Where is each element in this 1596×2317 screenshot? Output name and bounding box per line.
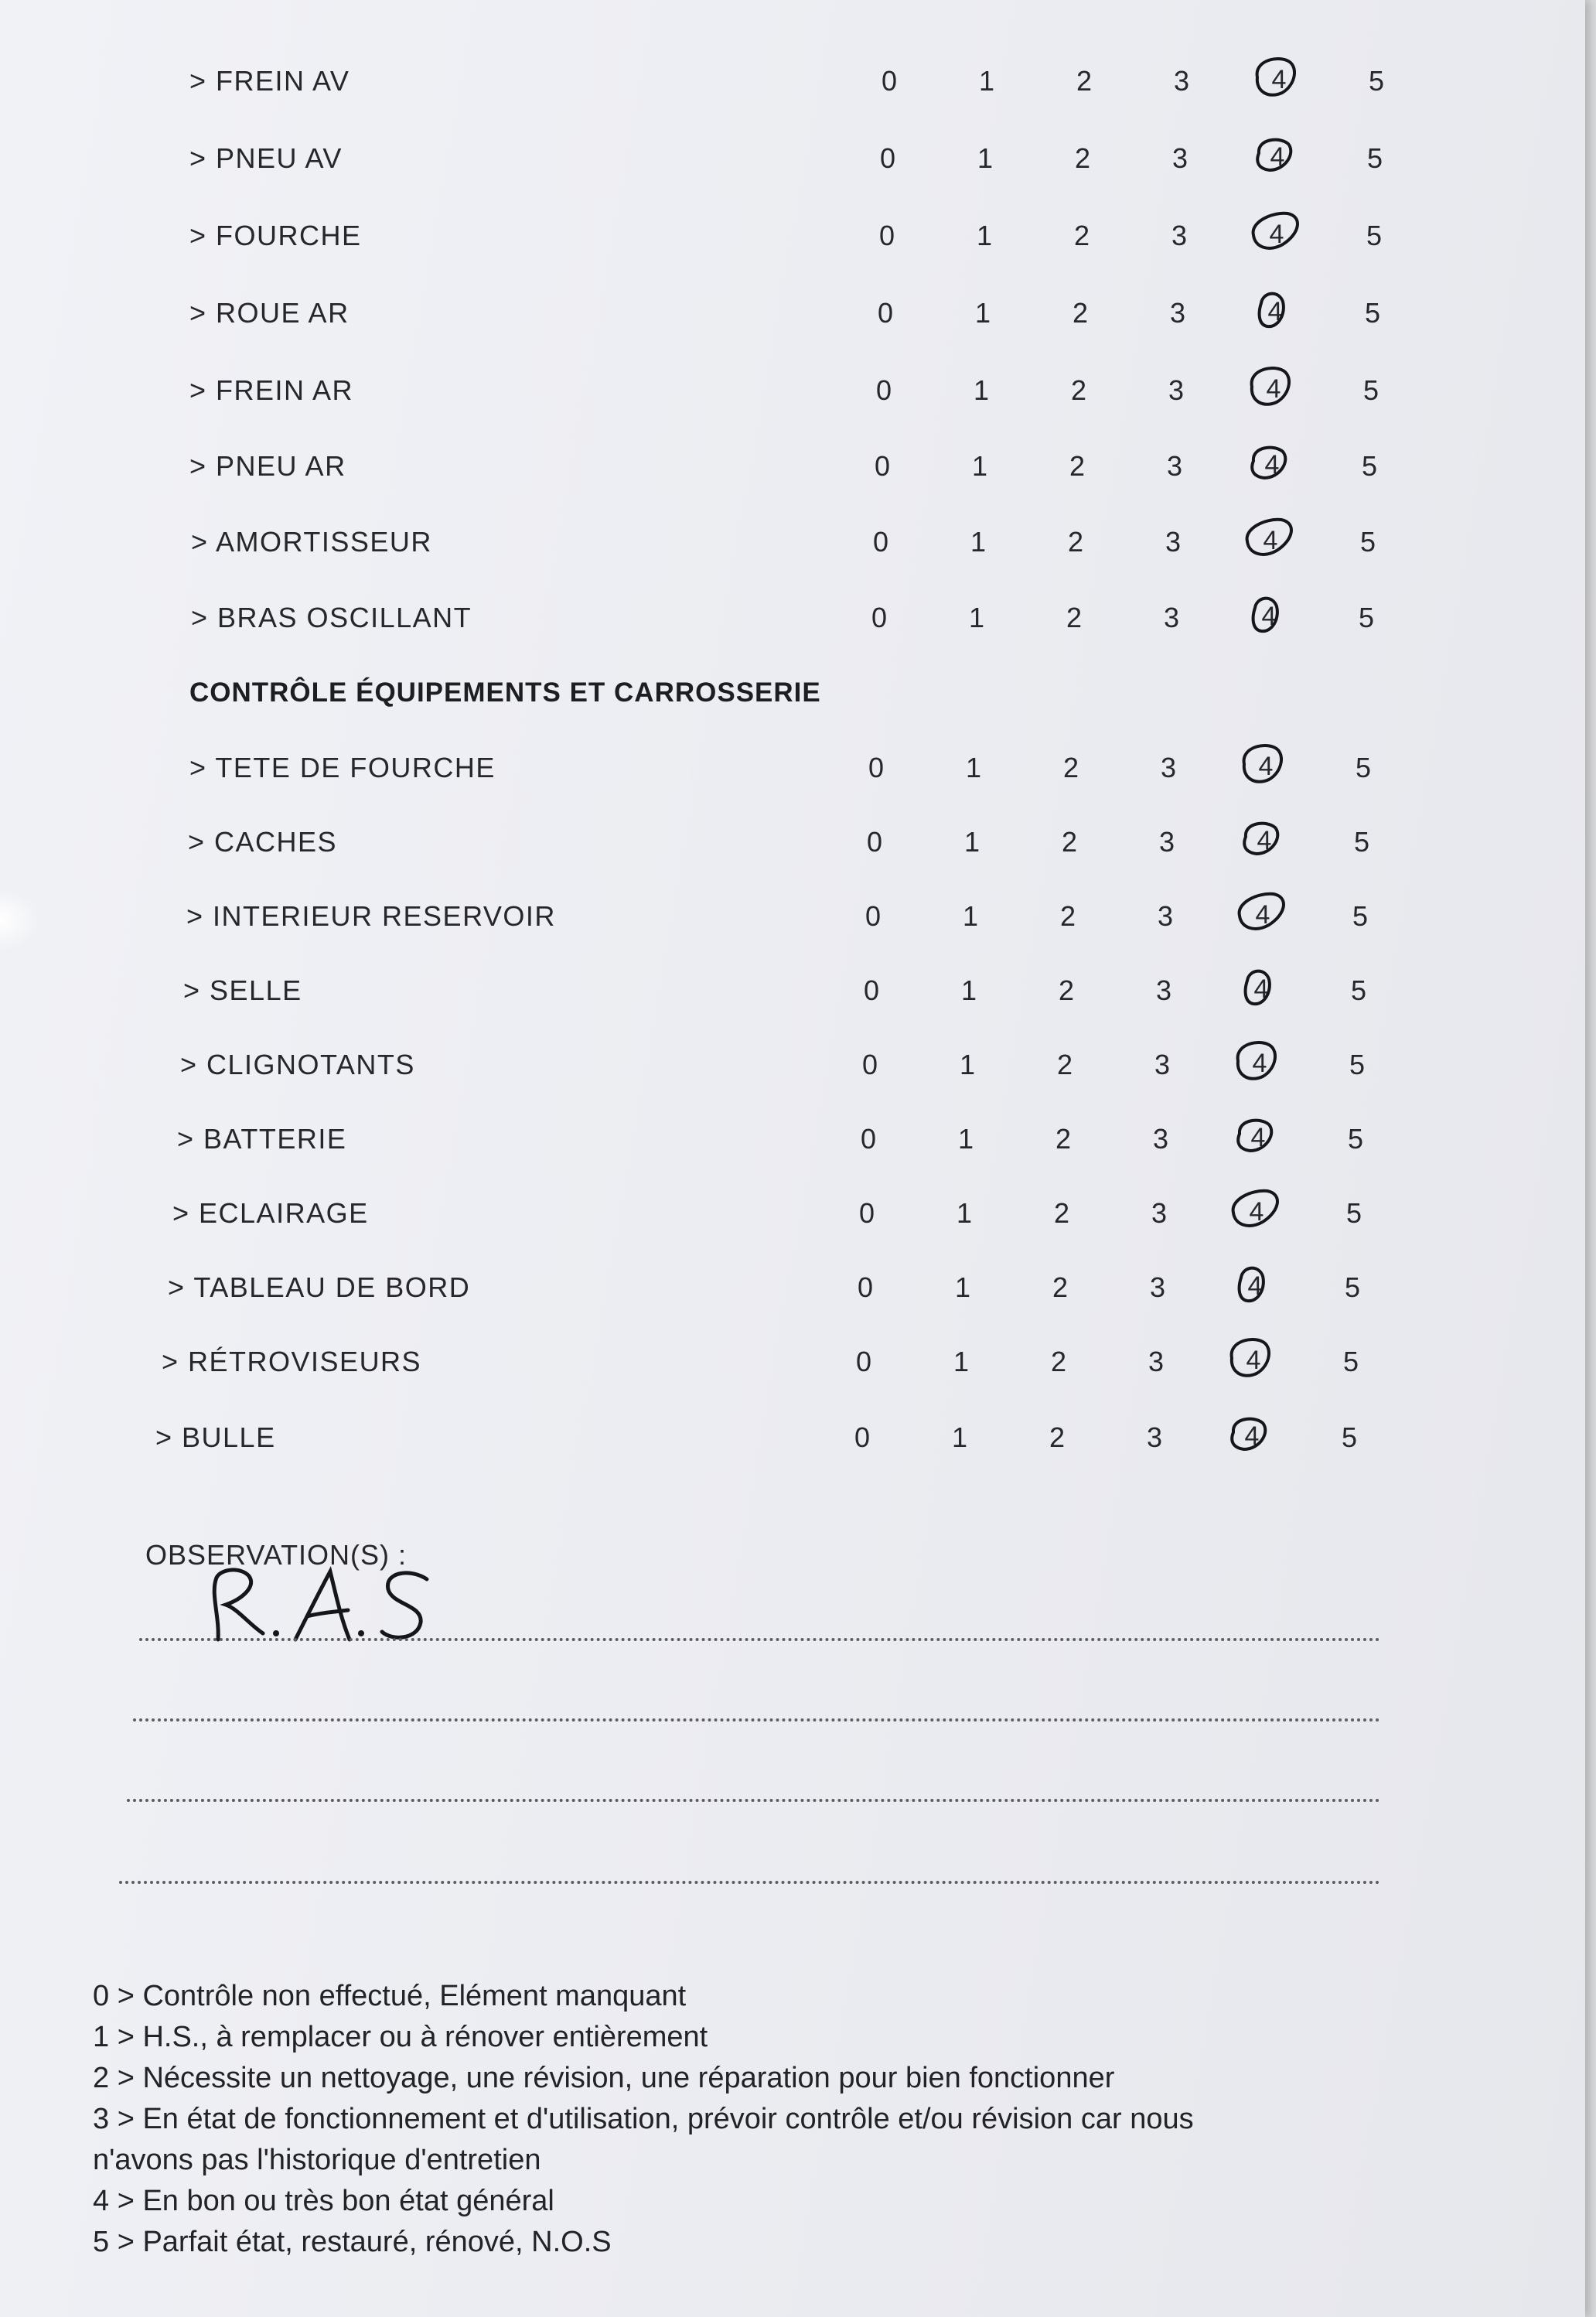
score-option-2[interactable]: 2	[1053, 1197, 1070, 1229]
score-option-5[interactable]: 5	[1352, 900, 1369, 932]
score-option-3[interactable]: 3	[1149, 1271, 1166, 1303]
section-title-equipment: CONTRÔLE ÉQUIPEMENTS ET CARROSSERIE	[189, 677, 821, 708]
score-option-4[interactable]: 4	[1271, 65, 1287, 94]
equipment-row	[0, 1049, 1423, 1095]
score-option-1[interactable]: 1	[970, 526, 987, 558]
handwritten-signature-ras	[203, 1562, 496, 1647]
equipment-row	[0, 974, 1423, 1021]
score-option-2[interactable]: 2	[1058, 974, 1075, 1006]
score-option-0[interactable]: 0	[872, 526, 889, 558]
score-option-3[interactable]: 3	[1171, 142, 1188, 174]
score-option-5[interactable]: 5	[1350, 974, 1367, 1006]
score-option-5[interactable]: 5	[1353, 826, 1370, 858]
score-option-5[interactable]: 5	[1345, 1197, 1362, 1229]
score-option-5[interactable]: 5	[1355, 752, 1372, 783]
score-option-4[interactable]: 4	[1253, 974, 1269, 1004]
equipment-row-label: > SELLE	[183, 974, 302, 1006]
score-option-5[interactable]: 5	[1368, 65, 1385, 97]
equipment-row-label: > ECLAIRAGE	[172, 1197, 369, 1229]
score-option-0[interactable]: 0	[860, 1123, 877, 1155]
score-option-2[interactable]: 2	[1076, 65, 1093, 97]
mechanics-row-label: > BRAS OSCILLANT	[191, 602, 472, 633]
score-option-5[interactable]: 5	[1361, 450, 1378, 482]
score-option-4[interactable]: 4	[1267, 297, 1283, 326]
score-option-4[interactable]: 4	[1264, 450, 1280, 479]
score-option-4[interactable]: 4	[1246, 1346, 1261, 1375]
equipment-row-label: > TETE DE FOURCHE	[189, 752, 496, 783]
score-option-4[interactable]: 4	[1249, 1197, 1264, 1227]
score-option-5[interactable]: 5	[1366, 220, 1383, 251]
score-option-2[interactable]: 2	[1069, 450, 1086, 482]
observation-line-4[interactable]	[119, 1881, 1380, 1884]
equipment-row-label: > BATTERIE	[177, 1123, 347, 1155]
score-option-1[interactable]: 1	[974, 297, 991, 329]
score-option-5[interactable]: 5	[1347, 1123, 1364, 1155]
score-option-1[interactable]: 1	[965, 752, 982, 783]
score-option-2[interactable]: 2	[1059, 900, 1076, 932]
score-option-0[interactable]: 0	[863, 974, 880, 1006]
score-option-3[interactable]: 3	[1171, 220, 1188, 251]
score-option-4[interactable]: 4	[1263, 526, 1278, 555]
mechanics-row	[0, 297, 1423, 343]
score-option-0[interactable]: 0	[866, 826, 883, 858]
score-option-2[interactable]: 2	[1055, 1123, 1072, 1155]
score-option-3[interactable]: 3	[1165, 526, 1182, 558]
score-option-1[interactable]: 1	[957, 1123, 974, 1155]
score-option-1[interactable]: 1	[973, 374, 990, 406]
score-option-2[interactable]: 2	[1049, 1421, 1066, 1453]
score-option-3[interactable]: 3	[1157, 900, 1174, 932]
score-option-3[interactable]: 3	[1148, 1346, 1165, 1377]
score-option-4[interactable]: 4	[1266, 374, 1281, 404]
score-option-3[interactable]: 3	[1158, 826, 1175, 858]
score-option-5[interactable]: 5	[1349, 1049, 1366, 1080]
legend-line-5: 5 > Parfait état, restauré, rénové, N.O.S	[93, 2226, 612, 2258]
score-option-4[interactable]: 4	[1258, 752, 1274, 781]
rating-legend	[93, 1976, 1407, 2263]
score-option-5[interactable]: 5	[1359, 526, 1376, 558]
score-option-3[interactable]: 3	[1146, 1421, 1163, 1453]
score-option-5[interactable]: 5	[1364, 297, 1381, 329]
equipment-row	[0, 1123, 1423, 1169]
score-option-2[interactable]: 2	[1066, 602, 1083, 633]
score-option-3[interactable]: 3	[1152, 1123, 1169, 1155]
score-option-2[interactable]: 2	[1052, 1271, 1069, 1303]
score-option-1[interactable]: 1	[954, 1271, 971, 1303]
score-option-4[interactable]: 4	[1257, 826, 1272, 855]
score-option-0[interactable]: 0	[858, 1197, 875, 1229]
score-option-3[interactable]: 3	[1155, 974, 1172, 1006]
score-option-0[interactable]: 0	[864, 900, 882, 932]
score-option-3[interactable]: 3	[1163, 602, 1180, 633]
mechanics-row-label: > AMORTISSEUR	[191, 526, 432, 558]
equipment-row-label: > RÉTROVISEURS	[162, 1346, 422, 1377]
mechanics-row-label: > FREIN AV	[189, 65, 350, 97]
mechanics-row	[0, 142, 1423, 189]
score-option-1[interactable]: 1	[951, 1421, 968, 1453]
score-option-3[interactable]: 3	[1169, 297, 1186, 329]
score-option-4[interactable]: 4	[1250, 1123, 1266, 1152]
observation-line-3[interactable]	[127, 1799, 1380, 1802]
score-option-4[interactable]: 4	[1269, 220, 1284, 249]
score-option-1[interactable]: 1	[978, 65, 995, 97]
score-option-0[interactable]: 0	[871, 602, 888, 633]
observations-label: OBSERVATION(S) :	[145, 1539, 408, 1571]
score-option-4[interactable]: 4	[1252, 1049, 1267, 1078]
score-option-2[interactable]: 2	[1070, 374, 1087, 406]
score-option-4[interactable]: 4	[1255, 900, 1270, 930]
score-option-2[interactable]: 2	[1050, 1346, 1067, 1377]
mechanics-row-label: > PNEU AV	[189, 142, 343, 174]
score-option-0[interactable]: 0	[878, 220, 895, 251]
score-option-5[interactable]: 5	[1342, 1346, 1359, 1377]
equipment-row	[0, 1197, 1423, 1244]
equipment-row	[0, 826, 1423, 872]
legend-line-3-cont: n'avons pas l'historique d'entretien	[93, 2144, 541, 2176]
score-option-2[interactable]: 2	[1074, 142, 1091, 174]
score-option-3[interactable]: 3	[1154, 1049, 1171, 1080]
score-option-4[interactable]: 4	[1270, 142, 1285, 172]
score-option-4[interactable]: 4	[1261, 602, 1277, 631]
score-option-0[interactable]: 0	[874, 450, 891, 482]
score-option-2[interactable]: 2	[1061, 826, 1078, 858]
mechanics-row	[0, 450, 1423, 496]
equipment-row	[0, 900, 1423, 947]
score-option-4[interactable]: 4	[1244, 1421, 1260, 1451]
score-option-3[interactable]: 3	[1173, 65, 1190, 97]
equipment-row-label: > BULLE	[155, 1421, 276, 1453]
score-option-1[interactable]: 1	[959, 1049, 976, 1080]
equipment-row	[0, 1346, 1423, 1392]
score-option-1[interactable]: 1	[971, 450, 988, 482]
score-option-1[interactable]: 1	[956, 1197, 973, 1229]
score-option-1[interactable]: 1	[953, 1346, 970, 1377]
equipment-row-label: > CLIGNOTANTS	[180, 1049, 415, 1080]
score-option-0[interactable]: 0	[861, 1049, 878, 1080]
score-option-1[interactable]: 1	[962, 900, 979, 932]
score-option-2[interactable]: 2	[1056, 1049, 1073, 1080]
equipment-row	[0, 1271, 1423, 1318]
score-option-0[interactable]: 0	[879, 142, 896, 174]
score-option-0[interactable]: 0	[877, 297, 894, 329]
score-option-0[interactable]: 0	[881, 65, 898, 97]
legend-line-0: 0 > Contrôle non effectué, Elément manquant	[93, 1980, 687, 2012]
score-option-5[interactable]: 5	[1366, 142, 1383, 174]
equipment-row-label: > INTERIEUR RESERVOIR	[186, 900, 556, 932]
score-option-3[interactable]: 3	[1168, 374, 1185, 406]
score-option-0[interactable]: 0	[875, 374, 892, 406]
mechanics-row	[0, 602, 1423, 648]
legend-line-4: 4 > En bon ou très bon état général	[93, 2185, 554, 2217]
observation-line-2[interactable]	[133, 1718, 1380, 1722]
mechanics-row-label: > ROUE AR	[189, 297, 350, 329]
score-option-1[interactable]: 1	[968, 602, 985, 633]
equipment-row	[0, 1421, 1423, 1468]
score-option-1[interactable]: 1	[976, 220, 993, 251]
legend-line-1: 1 > H.S., à remplacer ou à rénover entièrement	[93, 2021, 708, 2053]
mechanics-row	[0, 65, 1423, 111]
observation-line-1[interactable]	[139, 1638, 1380, 1641]
score-option-2[interactable]: 2	[1067, 526, 1084, 558]
score-option-2[interactable]: 2	[1073, 220, 1090, 251]
score-option-1[interactable]: 1	[963, 826, 980, 858]
score-option-5[interactable]: 5	[1341, 1421, 1358, 1453]
score-option-0[interactable]: 0	[857, 1271, 874, 1303]
score-option-5[interactable]: 5	[1344, 1271, 1361, 1303]
score-option-3[interactable]: 3	[1151, 1197, 1168, 1229]
equipment-row-label: > TABLEAU DE BORD	[168, 1271, 471, 1303]
score-option-5[interactable]: 5	[1362, 374, 1379, 406]
score-option-0[interactable]: 0	[855, 1346, 872, 1377]
mechanics-row-label: > FREIN AR	[189, 374, 354, 406]
legend-line-2: 2 > Nécessite un nettoyage, une révision, une réparation pour bien fonctionner	[93, 2062, 1115, 2094]
legend-line-3: 3 > En état de fonctionnement et d'utilisation, prévoir contrôle et/ou révision car nous	[93, 2103, 1194, 2135]
mechanics-row	[0, 526, 1423, 572]
score-option-0[interactable]: 0	[854, 1421, 871, 1453]
mechanics-row-label: > FOURCHE	[189, 220, 362, 251]
mechanics-row	[0, 220, 1423, 266]
equipment-row-label: > CACHES	[188, 826, 338, 858]
score-option-2[interactable]: 2	[1062, 752, 1079, 783]
score-option-3[interactable]: 3	[1166, 450, 1183, 482]
score-option-0[interactable]: 0	[868, 752, 885, 783]
score-option-5[interactable]: 5	[1358, 602, 1375, 633]
score-option-2[interactable]: 2	[1072, 297, 1089, 329]
score-option-1[interactable]: 1	[960, 974, 977, 1006]
mechanics-row-label: > PNEU AR	[189, 450, 346, 482]
equipment-row	[0, 752, 1423, 798]
score-option-1[interactable]: 1	[977, 142, 994, 174]
score-option-4[interactable]: 4	[1247, 1271, 1263, 1301]
mechanics-row	[0, 374, 1423, 421]
score-option-3[interactable]: 3	[1160, 752, 1177, 783]
